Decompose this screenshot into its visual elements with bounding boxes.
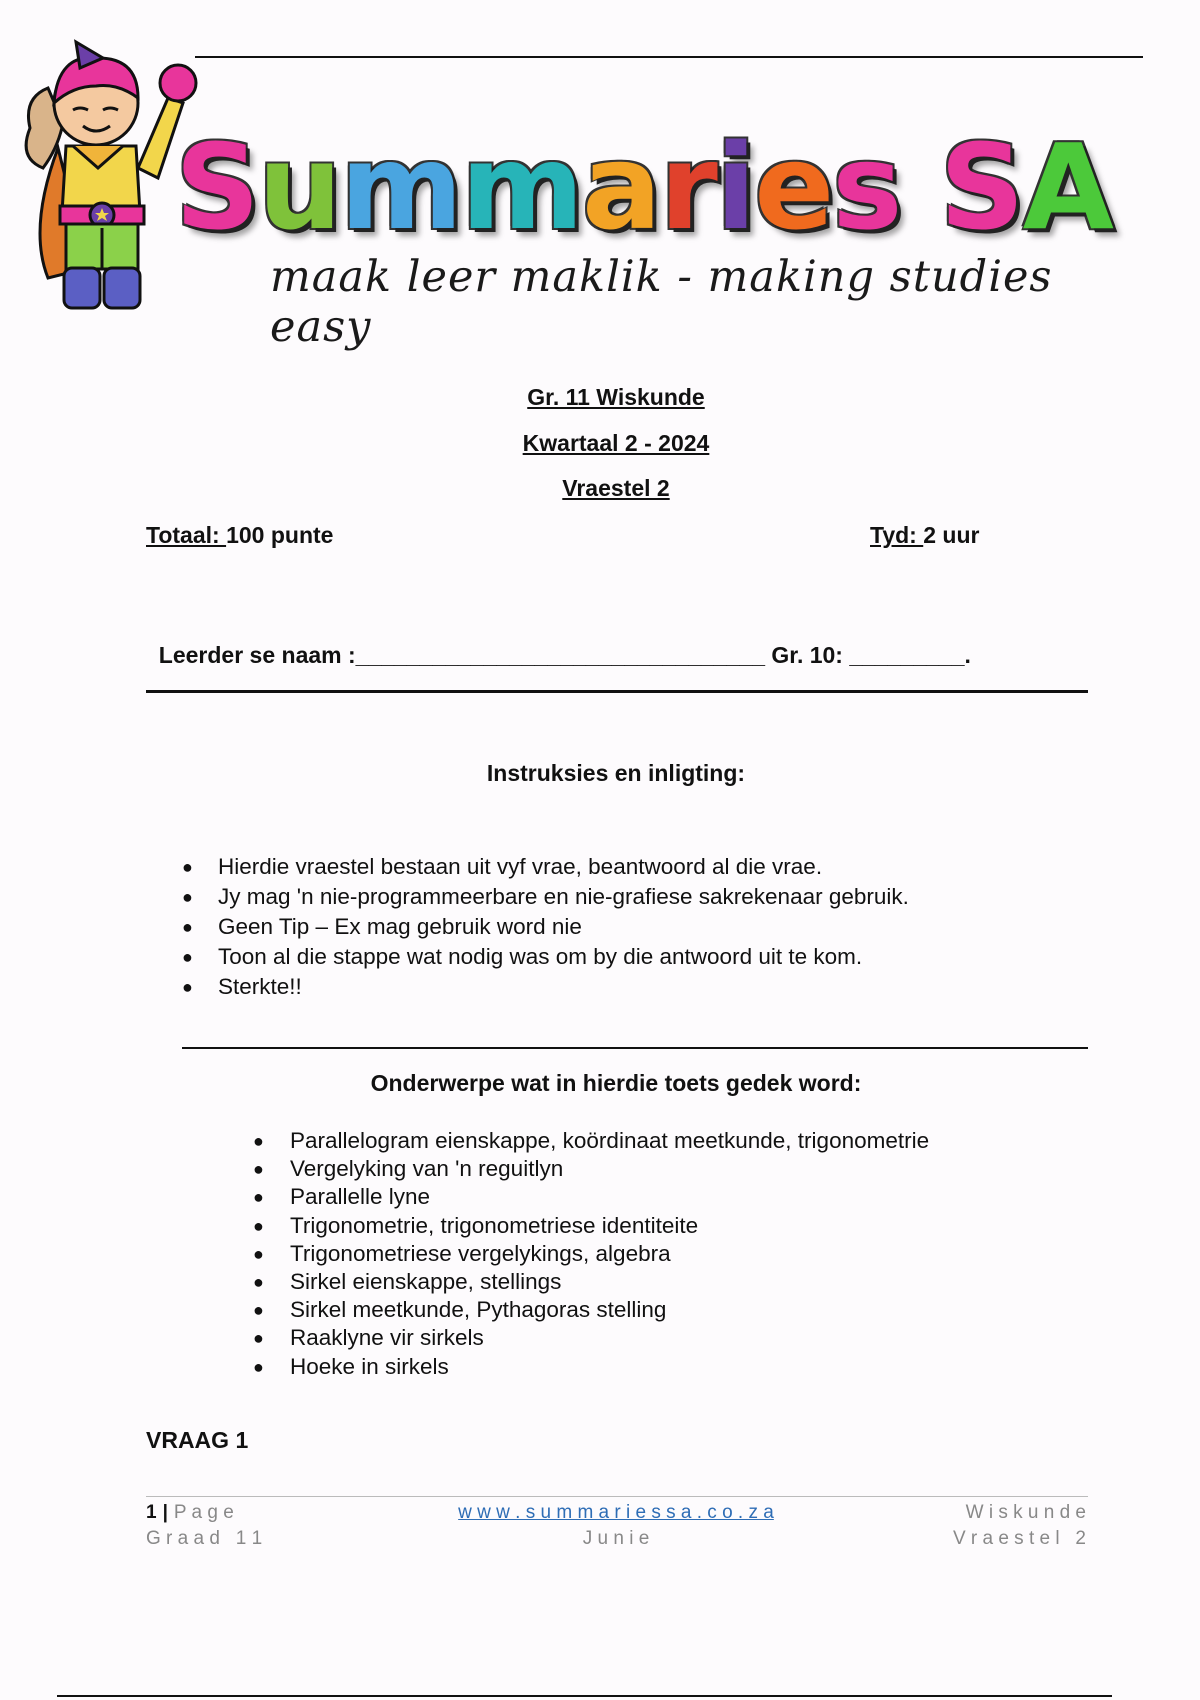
- instructions-heading: Instruksies en inligting:: [486, 760, 746, 786]
- footer-paper: V r a e s t e l 2: [952, 1528, 1086, 1549]
- list-item: ● Parallelogram eienskappe, koördinaat meetkunde, trigonometrie: [253, 1128, 930, 1153]
- brand-letter: s: [832, 118, 901, 256]
- list-item: ● Sterkte!!: [182, 974, 302, 999]
- list-item: ● Trigonometriese vergelykings, algebra: [253, 1240, 671, 1266]
- brand-letter: A: [1022, 118, 1112, 256]
- learner-name-row: [146, 615, 971, 669]
- brand-logo: [175, 118, 1112, 256]
- topics-list: [253, 1127, 929, 1381]
- header-rule: [195, 56, 1143, 58]
- term-title: Kwartaal 2 - 2024: [522, 430, 710, 456]
- list-item: ● Sirkel eienskappe, stellings: [253, 1269, 562, 1295]
- brand-letter: a: [581, 118, 660, 256]
- list-item: ● Hoeke in sirkels: [253, 1353, 449, 1379]
- brand-letter: r: [659, 118, 716, 256]
- brand-letter: [901, 118, 940, 256]
- brand-letter: u: [258, 118, 341, 256]
- list-item: ● Raaklyne vir sirkels: [253, 1325, 484, 1351]
- brand-letter: S: [939, 118, 1023, 256]
- instructions-list: [182, 852, 909, 1002]
- time-value: 2 uur: [923, 522, 980, 548]
- list-item: ● Sirkel meetkunde, Pythagoras stelling: [253, 1297, 667, 1323]
- paper-title: Vraestel 2: [562, 475, 670, 501]
- subject-title: Gr. 11 Wiskunde: [527, 384, 705, 410]
- brand-letter: S: [175, 118, 258, 256]
- list-item: ● Vergelyking van 'n reguitlyn: [253, 1156, 564, 1182]
- footer-grade: G r a a d 1 1: [146, 1528, 263, 1549]
- grade-label: Gr. 10:: [771, 642, 843, 668]
- divider: [182, 1047, 1088, 1049]
- list-item: ● Geen Tip – Ex mag gebruik word nie: [182, 914, 582, 939]
- time-label: Tyd:: [870, 522, 924, 548]
- grade-field[interactable]: _________.: [849, 642, 971, 668]
- brand-letter: m: [460, 118, 582, 256]
- name-field[interactable]: ________________________________: [355, 642, 765, 668]
- time-allowed: [870, 522, 979, 549]
- question-heading: VRAAG 1: [146, 1427, 249, 1453]
- footer-subject: W i s k u n d e: [965, 1502, 1086, 1523]
- footer-rule: [146, 1496, 1088, 1497]
- website-link[interactable]: w w w . s u m m a r i e s s a . c o . z a: [458, 1502, 774, 1523]
- footer-month: J u n i e: [582, 1528, 650, 1549]
- list-item: ● Trigonometrie, trigonometriese identiteite: [253, 1212, 699, 1238]
- list-item: ● Jy mag 'n nie-programmeerbare en nie-grafiese sakrekenaar gebruik.: [182, 884, 909, 909]
- total-label: Totaal:: [146, 522, 227, 548]
- list-item: ● Hierdie vraestel bestaan uit vyf vrae, beantwoord al die vrae.: [182, 854, 823, 879]
- divider: [146, 690, 1088, 693]
- tagline: maak leer maklik - making studies easy: [270, 252, 1053, 352]
- topics-heading: Onderwerpe wat in hierdie toets gedek word:: [370, 1070, 862, 1096]
- list-item: ● Toon al die stappe wat nodig was om by die antwoord uit te kom.: [182, 944, 863, 969]
- page-number: 1 | P a g e: [146, 1502, 234, 1523]
- total-marks: [146, 522, 333, 549]
- list-item: ● Parallelle lyne: [253, 1184, 431, 1210]
- brand-letter: e: [754, 118, 833, 256]
- brand-letter: i: [715, 118, 755, 256]
- brand-letter: m: [340, 118, 461, 256]
- bottom-rule: [57, 1695, 1112, 1697]
- name-label: Leerder se naam :: [158, 642, 356, 668]
- total-value: 100 punte: [226, 522, 334, 548]
